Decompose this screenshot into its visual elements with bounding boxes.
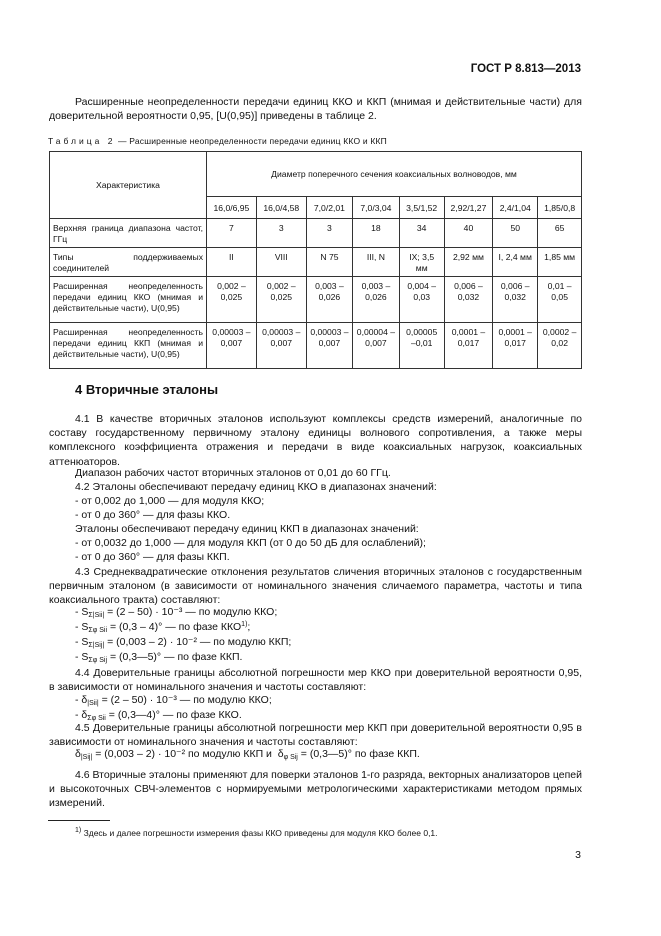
- col-header-group: Диаметр поперечного сечения коаксиальных волноводов, мм: [207, 152, 582, 197]
- table-cell: 50: [493, 219, 538, 248]
- table-row: [50, 219, 582, 248]
- para-range: Диапазон рабочих частот вторичных эталонов от 0,01 до 60 ГГц.: [75, 467, 391, 479]
- column-header: 7,0/3,04: [353, 197, 399, 219]
- para-4-2-item-b: - от 0 до 360° — для фазы ККО.: [75, 509, 231, 521]
- formula-4-3-c: - $S_{\Sigma|Sij|} = (0,003 - 2) \cdot 10^{-2}$ — по модулю ККП;: [75, 636, 292, 649]
- column-header: 16,0/4,58: [256, 197, 306, 219]
- formula-4-5: $\delta_{|Sij|} = (0,003 - 2) \cdot 10^{-2}$ по модулю ККП и $\delta_{\varphi Sij}$ = (0,3—5)° по фазе ККП.: [75, 748, 420, 761]
- table-cell: 0,00003 –0,007: [256, 323, 306, 369]
- table-caption-text: — Расширенные неопределенности передачи единиц ККО и ККП: [117, 136, 387, 146]
- formula-4-4-b-text: = (0,3—4)° — по фазе ККО.: [108, 709, 242, 721]
- table-row: [50, 277, 582, 323]
- table-cell: 18: [353, 219, 399, 248]
- table-cell: 0,01 –0,05: [538, 277, 582, 323]
- formula-4-3-a: - $S_{\Sigma|Sii|} = (2 - 50) \cdot 10^{-3}$ — по модулю ККО;: [75, 606, 278, 619]
- row-label: Верхняя граница диапазона частот, ГГц: [50, 219, 207, 248]
- table-row: [50, 323, 582, 369]
- para-4-2: 4.2 Эталоны обеспечивают передачу единиц ККО в диапазонах значений:: [75, 481, 437, 493]
- table-cell: 65: [538, 219, 582, 248]
- table-cell: 0,0001 –0,017: [444, 323, 492, 369]
- page-number: 3: [575, 849, 581, 861]
- table-cell: III, N: [353, 248, 399, 277]
- table-cell: 0,002 –0,025: [207, 277, 257, 323]
- column-header: 3,5/1,52: [399, 197, 444, 219]
- formula-4-3-d: - $S_{\Sigma\varphi Sij}$ = (0,3—5)° — по фазе ККП.: [75, 651, 243, 664]
- table-cell: 1,85 мм: [538, 248, 582, 277]
- row-label: Расширенная неопределенность передачи единиц ККП (мнимая и действительные части), U(0,95): [50, 323, 207, 369]
- table-row: [50, 248, 582, 277]
- formula-4-3-b-text: = (0,3 – 4)° — по фазе ККО: [109, 621, 242, 633]
- table-cell: 0,002 –0,025: [256, 277, 306, 323]
- para-4-5: 4.5 Доверительные границы абсолютной погрешности мер ККП при доверительной вероятности 0,95 в зависимости от номинального значения и частоты составляют:: [49, 722, 582, 749]
- column-header: 7,0/2,01: [306, 197, 352, 219]
- table-cell: 0,003 –0,026: [353, 277, 399, 323]
- table-body: [50, 219, 582, 369]
- document-header: ГОСТ Р 8.813—2013: [470, 63, 581, 75]
- formula-4-3-d-text: = (0,3—5)° — по фазе ККП.: [109, 651, 243, 663]
- table-cell: IX; 3,5 мм: [399, 248, 444, 277]
- para-4-2-item-a: - от 0,002 до 1,000 — для модуля ККО;: [75, 495, 265, 507]
- table-caption-label: Таблица 2: [48, 136, 116, 146]
- table-cell: 7: [207, 219, 257, 248]
- table-cell: N 75: [306, 248, 352, 277]
- para-4-4: 4.4 Доверительные границы абсолютной погрешности мер ККО при доверительной вероятности 0,95, в зависимости от номинального значения и частоты составляют:: [49, 667, 582, 694]
- formula-4-3-c-text: = (0,003 – 2) · 10⁻² — по модулю ККП;: [107, 636, 292, 648]
- formula-4-3-b: - $S_{\Sigma\varphi Sii} = (0,3 - 4)^\circ$ — по фазе ККО$^{1)}$;: [75, 621, 251, 634]
- table-cell: 2,92 мм: [444, 248, 492, 277]
- footnote-mark: 1): [75, 827, 82, 834]
- column-header: 2,4/1,04: [493, 197, 538, 219]
- table-cell: 0,0001 –0,017: [493, 323, 538, 369]
- table-cell: 34: [399, 219, 444, 248]
- table-cell: I, 2,4 мм: [493, 248, 538, 277]
- column-header: 16,0/6,95: [207, 197, 257, 219]
- footnote: [75, 828, 438, 838]
- formula-4-4-a-text: = (2 – 50) · 10⁻³ — по модулю ККО;: [101, 694, 272, 706]
- column-header: 1,85/0,8: [538, 197, 582, 219]
- formula-4-4-a: - $\delta_{|Sii|} = (2 - 50) \cdot 10^{-3}$ — по модулю ККО;: [75, 694, 272, 707]
- para-4-1: 4.1 В качестве вторичных эталонов используют комплексы средств измерений, аналогичные по составу государственному первичному эталону единицы волнового сопротивления, а также меры комплексного коэффициента отражения и передачи в виде коаксиальных нагрузок, коаксиальных аттенюаторов.: [49, 413, 582, 468]
- table-cell: 40: [444, 219, 492, 248]
- table-cell: 0,00004 –0,007: [353, 323, 399, 369]
- para-4-2-item-d: - от 0,0032 до 1,000 — для модуля ККП (от 0 до 50 дБ для ослаблений);: [75, 537, 426, 549]
- table-cell: 3: [256, 219, 306, 248]
- table-cell: II: [207, 248, 257, 277]
- table-cell: 0,00003 –0,007: [207, 323, 257, 369]
- formula-4-5-a-text: = (0,003 – 2) · 10⁻² по модулю ККП и: [95, 748, 272, 760]
- column-header: 2,92/1,27: [444, 197, 492, 219]
- table-cell: 0,00005 –0,01: [399, 323, 444, 369]
- formula-4-3-a-text: = (2 – 50) · 10⁻³ — по модулю ККО;: [107, 606, 278, 618]
- para-4-2-item-e: - от 0 до 360° — для фазы ККП.: [75, 551, 230, 563]
- table-cell: 0,004 –0,03: [399, 277, 444, 323]
- table-cell: 0,006 –0,032: [493, 277, 538, 323]
- intro-paragraph: Расширенные неопределенности передачи единиц ККО и ККП (мнимая и действительные части) для доверительной вероятности 0,95, [U(0,95)] приведены в таблице 2.: [49, 96, 582, 123]
- row-label: Расширенная неопределенность передачи единиц ККО (мнимая и действительные части), U(0,95): [50, 277, 207, 323]
- footnote-ref: 1): [241, 621, 248, 628]
- para-4-3: 4.3 Среднеквадратические отклонения результатов сличения вторичных эталонов с государственным первичным эталоном (в зависимости от номинального значения сличаемого параметра, частоты и типа коаксиального тракта) составляют:: [49, 566, 582, 607]
- footnote-divider: [48, 820, 110, 821]
- table-cell: 0,00003 –0,007: [306, 323, 352, 369]
- col-header-characteristic: Характеристика: [50, 152, 207, 219]
- table-cell: VIII: [256, 248, 306, 277]
- table-cell: 3: [306, 219, 352, 248]
- footnote-text: Здесь и далее погрешности измерения фазы ККО приведены для модуля ККО более 0,1.: [83, 828, 438, 838]
- para-4-2-kkp-intro: Эталоны обеспечивают передачу единиц ККП в диапазонах значений:: [75, 523, 419, 535]
- table-cell: 0,003 –0,026: [306, 277, 352, 323]
- uncertainty-table: [49, 151, 582, 369]
- formula-4-4-b: - $\delta_{\Sigma\varphi Sii}$ = (0,3—4)° — по фазе ККО.: [75, 709, 242, 722]
- section-title: 4 Вторичные эталоны: [75, 382, 219, 397]
- row-label: Типы поддерживаемых соединителей: [50, 248, 207, 277]
- table-cell: 0,006 –0,032: [444, 277, 492, 323]
- table-caption: [48, 136, 387, 146]
- para-4-6: 4.6 Вторичные эталоны применяют для поверки эталонов 1-го разряда, векторных анализаторов цепей и высокоточных СВЧ-элементов с нормируемыми метрологическими характеристиками методом прямых измерений.: [49, 769, 582, 810]
- formula-4-5-b-text: = (0,3—5)° по фазе ККП.: [300, 748, 420, 760]
- table-cell: 0,0002 –0,02: [538, 323, 582, 369]
